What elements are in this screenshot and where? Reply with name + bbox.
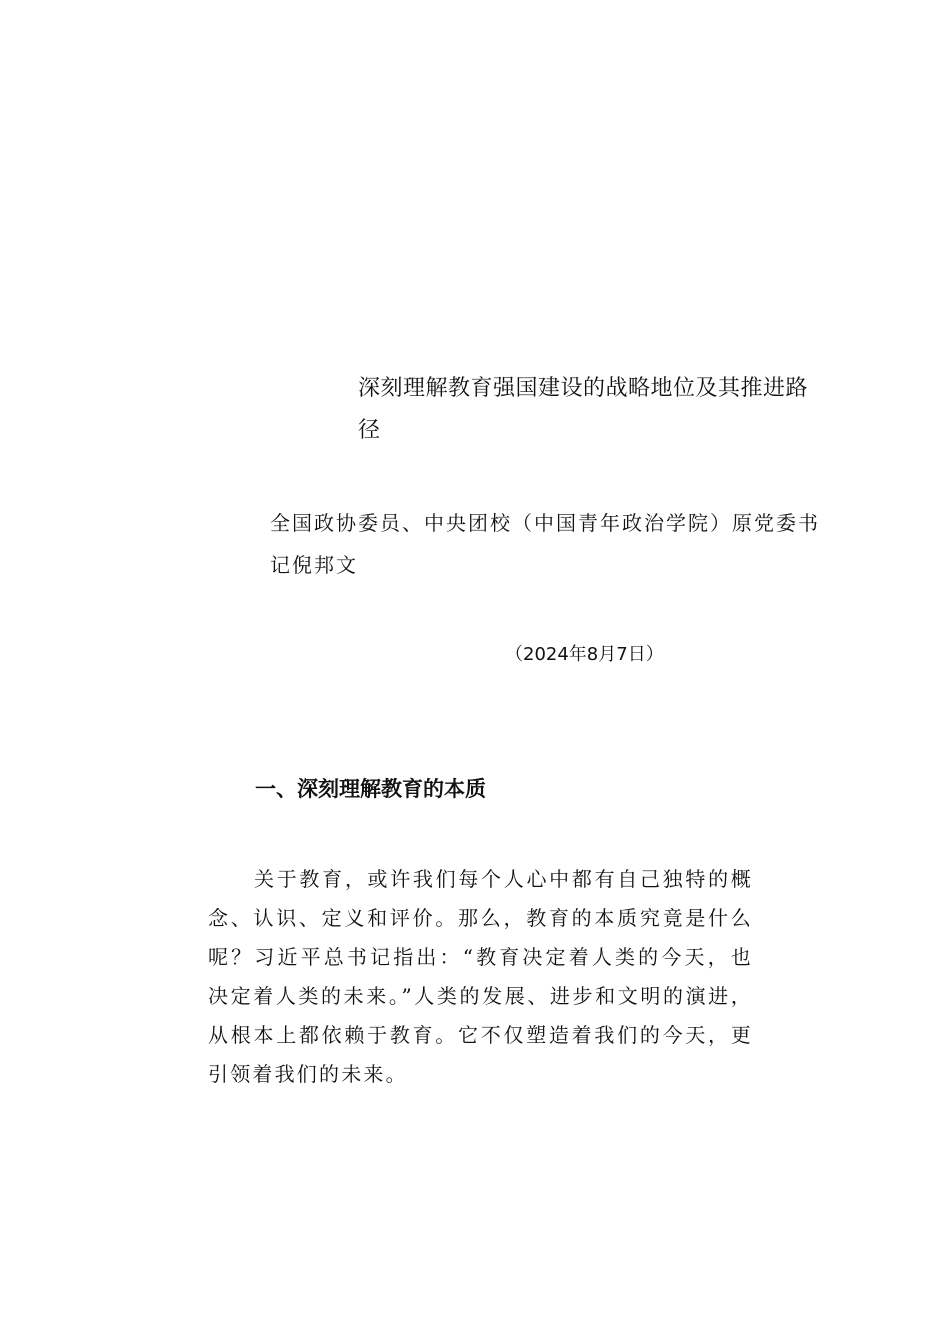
author-line: 全国政协委员、中央团校（中国青年政治学院）原党委书记倪邦文 bbox=[270, 511, 820, 577]
document-date: （2024年8月7日） bbox=[505, 644, 664, 665]
section-heading: 一、深刻理解教育的本质 bbox=[255, 777, 486, 801]
document-title: 深刻理解教育强国建设的战略地位及其推进路径 bbox=[358, 376, 809, 443]
body-paragraph: 关于教育，或许我们每个人心中都有自己独特的概念、认识、定义和评价。那么，教育的本质究竟是什么呢？习近平总书记指出：“教育决定着人类的今天，也决定着人类的未来。”人类的发展、进步和文明的演进，从根本上都依赖于教育。它不仅塑造着我们的今天，更引领着我们的未来。 bbox=[208, 867, 753, 1086]
